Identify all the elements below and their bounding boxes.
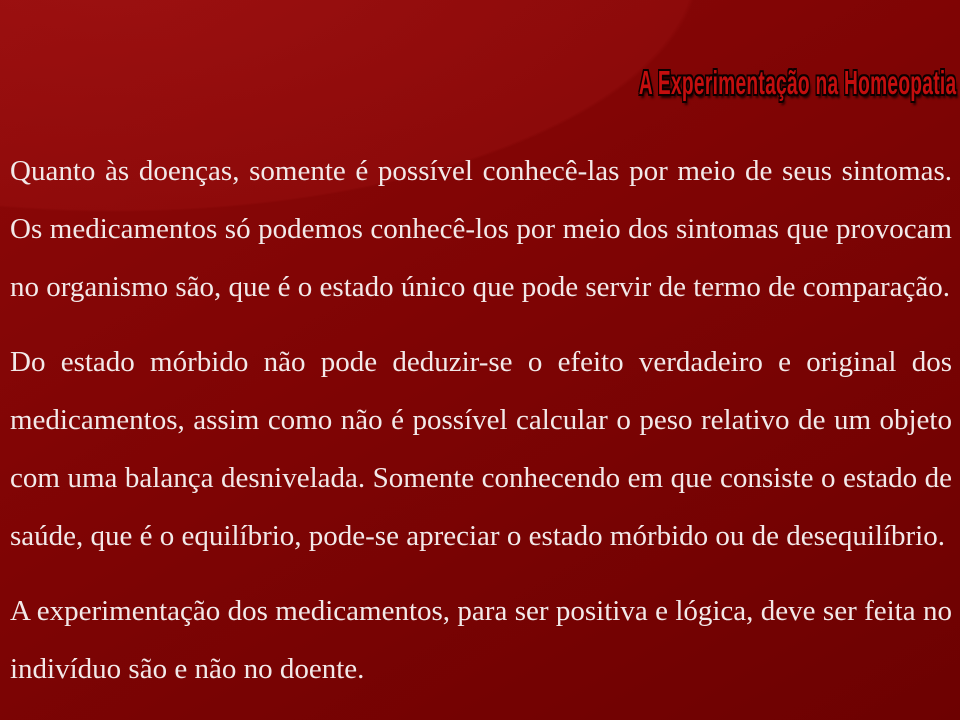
slide-title: A Experimentação na Homeopatia <box>638 64 956 101</box>
paragraph-symptoms-comparison: Quanto às doenças, somente é possível conhecê-las por meio de seus sintomas. Os medicamentos só podemos conhecê-los por meio dos sintomas que provocam no organismo são, que é o estado único que pode servir de termo de comparação. <box>10 155 952 303</box>
paragraph-morbid-state-balance: Do estado mórbido não pode deduzir-se o efeito verdadeiro e original dos medicamentos, assim como não é possível calcular o peso relativo de um objeto com uma balança desnivelada. Somente conhecendo em que consiste o estado de saúde, que é o equilíbrio, pode-se apreciar o estado mórbido ou de desequilíbrio. <box>10 346 952 552</box>
paragraph-experimentation-healthy-individual: A experimentação dos medicamentos, para ser positiva e lógica, deve ser feita no indivíduo são e não no doente. <box>10 595 952 685</box>
slide-body-text <box>10 142 952 715</box>
